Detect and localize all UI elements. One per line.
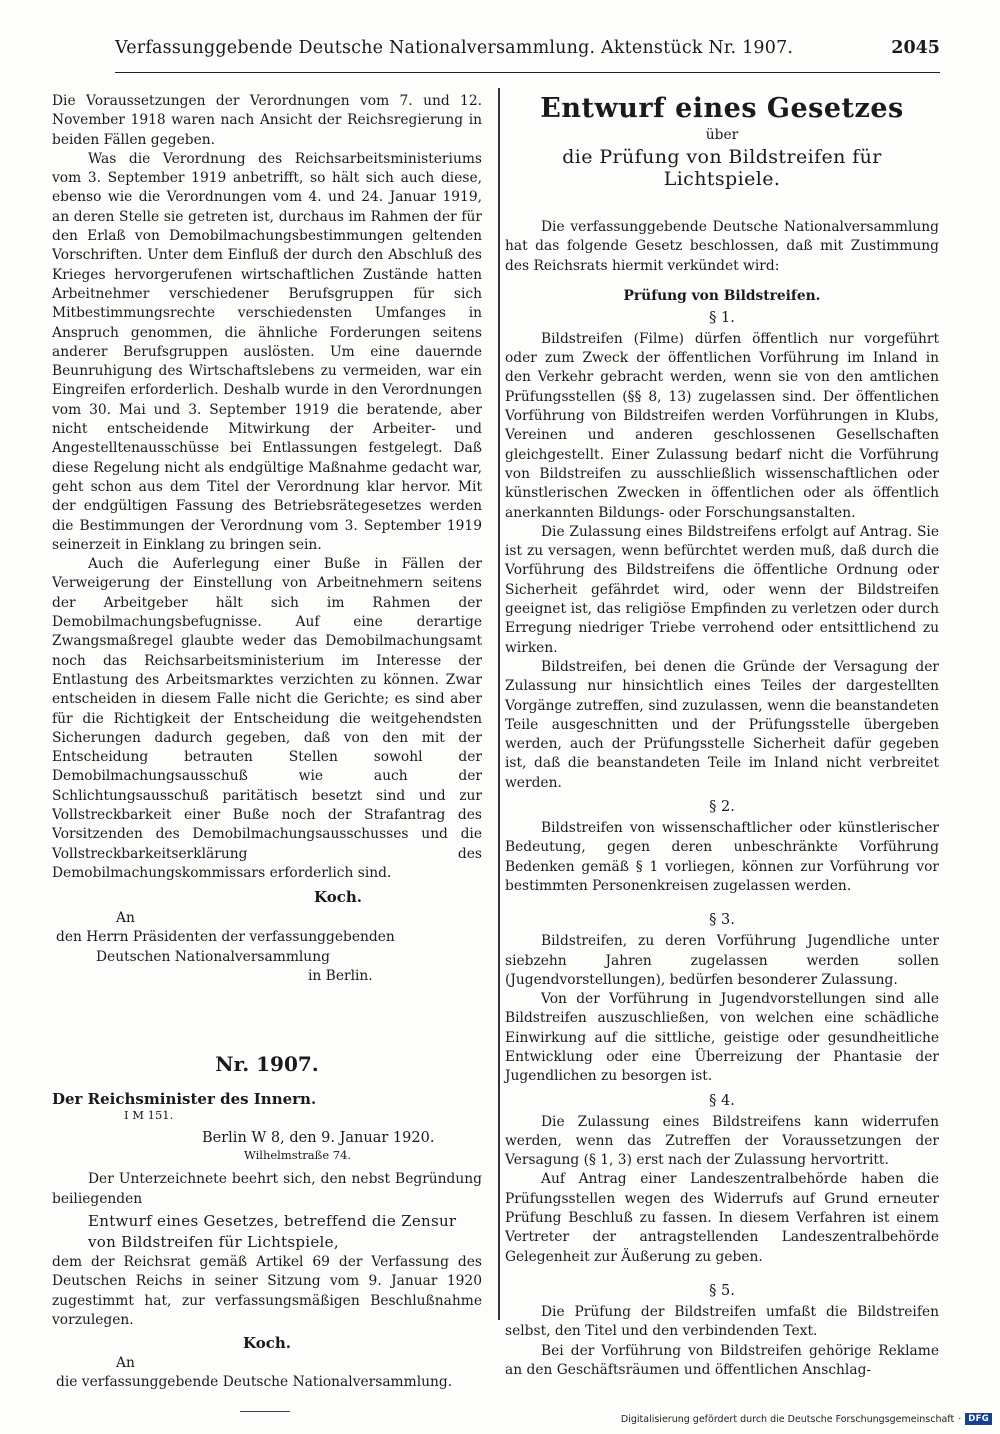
paragraph: Bildstreifen, zu deren Vorführung Jugendliche unter siebzehn Jahren zugelassen werden sollen (Jugendvorstellungen), bedürfen besonderer Zulassung. bbox=[505, 933, 939, 988]
intro-text: Der Unterzeichnete beehrt sich, den nebst Begründung beiliegenden bbox=[52, 1171, 482, 1207]
paragraph-label: § 5. bbox=[709, 1282, 735, 1299]
page-number: 2045 bbox=[891, 38, 940, 58]
footer-text: Digitalisierung gefördert durch die Deutsche Forschungsgemeinschaft bbox=[620, 1413, 955, 1425]
paragraph: Auch die Auferlegung einer Buße in Fällen der Verweigerung der Einstellung von Arbeitnehmern seitens der Arbeitgeber hält sich im Rahmen der Demobilmachungsbefugnisse. Auf eine derartige Zwangsmaßregel glaubte weder das Demobilmachungsamt noch das Reichsarbeitsministerium im Interesse der Entlastung des Arbeitsmarktes verzichten zu können. Zwar entscheiden in diesem Falle nicht die Gerichte; es sind aber für die Richtigkeit der Entscheidung die weitgehendsten Sicherungen dadurch gegeben, daß von den mit der Entscheidung betrauten Stellen sowohl der Demobilmachungsausschuß wie auch der Schlichtungsausschuß paritätisch besetzt sind und zur Vollstreckbarkeit einer Buße noch der Strafantrag des Vorsitzenden des Demobilmachungsausschusses und die Vollstreckbarkeitserklärung des Demobilmachungskommissars erforderlich sind. bbox=[52, 556, 482, 881]
draft-reference: Entwurf eines Gesetzes, betreffend die Zensur von Bildstreifen für Lichtspiele, bbox=[88, 1211, 457, 1251]
address-line: An bbox=[116, 910, 135, 927]
paragraph: Die Zulassung eines Bildstreifens kann widerrufen werden, wenn das Zutreffen der Voraussetzungen der Versagung (§ 1, 3) erst nach der Zulassung hervortritt. bbox=[505, 1113, 939, 1169]
preamble: Die verfassunggebende Deutsche Nationalversammlung hat das folgende Gesetz beschlossen, daß mit Zustimmung des Reichsrats hiermit verkündet wird: bbox=[505, 219, 939, 274]
address-line: Deutschen Nationalversammlung bbox=[96, 948, 330, 965]
address-line: An bbox=[116, 1355, 135, 1372]
paragraph: Bildstreifen (Filme) dürfen öffentlich nur vorgeführt oder zum Zweck der öffentlichen Vorführung im Inland in den Verkehr gebracht werden, wenn sie von den amtlichen Prüfungsstellen (§§ 8, 13) zugelassen sind. Der öffentlichen Vorführung von Bildstreifen werden Vorführungen in Klubs, Vereinen und anderen geschlossenen Gesellschaften gleichgestellt. Einer Zulassung bedarf nicht die Vorführung von Bildstreifen zu ausschließlich wissenschaftlichen oder künstlerischen Zwecken in öffentlichen oder als öffentlich anerkannten Bildungs- oder Forschungsanstalten. bbox=[505, 330, 939, 521]
paragraph: Von der Vorführung in Jugendvorstellungen sind alle Bildstreifen auszuschließen, von welchen eine schädliche Einwirkung auf die sittliche, geistige oder gesundheitliche Entwicklung oder eine Überreizung der Phantasie der Jugendlichen zu besorgen ist. bbox=[505, 991, 939, 1085]
column-divider bbox=[498, 88, 500, 1320]
section-heading: Prüfung von Bildstreifen. bbox=[623, 287, 821, 304]
paragraph: Was die Verordnung des Reichsarbeitsministeriums vom 3. September 1919 anbetrifft, so hält sich auch diese, ebenso wie die Verordnungen vom 4. und 24. Januar 1919, an deren Stelle sie getreten ist, durchaus im Rahmen der für den Erlaß von Demobilmachungsbestimmungen geltenden Vorschriften. Unter dem Einfluß der durch den Abschluß des Krieges hervorgerufenen wirtschaftlichen Zustände hatten Arbeitnehmer verschiedener Berufsgruppen für sich Mitbestimmungsrechte verschiedensten Umfanges in Anspruch genommen, die ähnliche Forderungen seitens anderer Berufsgruppen auslösten. Um eine dauernde Beunruhigung des Wirtschaftslebens zu vermeiden, war ein Eingreifen erforderlich. Deshalb wurde in den Verordnungen vom 30. Mai und 3. September 1919 die beratende, aber nicht entscheidende Mitwirkung der Arbeiter- und Angestelltenausschüsse bei Entlassungen festgelegt. Daß diese Regelung nicht als endgültige Maßnahme gedacht war, geht schon aus dem Titel der Verordnung klar hervor. Mit der endgültigen Fassung des Betriebsrätegesetzes werden die Bestimmungen der Verordnung vom 3. September 1919 seinerzeit in Einklang zu bringen sein. bbox=[52, 150, 482, 553]
paragraph: Auf Antrag einer Landeszentralbehörde haben die Prüfungsstellen wegen des Widerrufs auf Grund erneuter Prüfung Beschluß zu fassen. In diesem Verfahren ist einem Vertreter der antragstellenden Landeszentralbehörde Gelegenheit zur Äußerung zu geben. bbox=[505, 1171, 939, 1265]
digitization-footer bbox=[621, 1413, 992, 1425]
draft-title: Entwurf eines Gesetzes bbox=[540, 93, 904, 124]
paragraph: Die Prüfung der Bildstreifen umfaßt die Bildstreifen selbst, den Titel und den verbindenden Text. bbox=[505, 1303, 939, 1340]
address-line: die verfassunggebende Deutsche Nationalversammlung. bbox=[56, 1374, 453, 1391]
dfg-logo: DFG bbox=[965, 1413, 992, 1425]
minister-heading: Der Reichsminister des Innern. bbox=[52, 1090, 317, 1109]
draft-subtitle: die Prüfung von Bildstreifen für Lichtspiele. bbox=[562, 146, 882, 190]
street-address: Wilhelmstraße 74. bbox=[244, 1148, 352, 1163]
paragraph: Bildstreifen, bei denen die Gründe der Versagung der Zulassung nur hinsichtlich eines Teiles der dargestellten Vorgänge zutreffen, sind zuzulassen, wenn die beanstandeten Teile ausgeschnitten und der Prüfungsstelle übergeben werden, auch der Prüfungsstelle Sicherheit dafür gegeben ist, daß die beanstandeten Teile im Inland nicht verbreitet werden. bbox=[505, 658, 939, 791]
paragraph: Bei der Vorführung von Bildstreifen gehörige Reklame an den Geschäftsräumen und öffentlichen Anschlag- bbox=[505, 1342, 939, 1378]
paragraph-label: § 1. bbox=[709, 309, 735, 326]
end-rule bbox=[240, 1411, 290, 1412]
page-header bbox=[115, 38, 940, 73]
separator-dot: · bbox=[958, 1413, 962, 1425]
place-date: Berlin W 8, den 9. Januar 1920. bbox=[202, 1130, 435, 1147]
draft-title-ueber: über bbox=[705, 127, 739, 143]
signature: Koch. bbox=[314, 888, 362, 907]
document-number: Nr. 1907. bbox=[215, 1052, 319, 1077]
left-column bbox=[52, 92, 482, 1412]
signature: Koch. bbox=[243, 1334, 291, 1353]
paragraph: Bildstreifen von wissenschaftlicher oder künstlerischer Bedeutung, gegen deren unbeschränkte Vorführung Bedenken gemäß § 1 vorliegen, können zur Vorführung vor bestimmten Personenkreisen zugelassen werden. bbox=[505, 820, 939, 894]
right-column bbox=[505, 92, 939, 1380]
paragraph-label: § 4. bbox=[709, 1092, 735, 1109]
closing-text: dem der Reichsrat gemäß Artikel 69 der Verfassung des Deutschen Reichs in seiner Sitzung vom 9. Januar 1920 zugestimmt hat, zur verfassungsmäßigen Beschlußnahme vorzulegen. bbox=[52, 1253, 482, 1328]
address-line: den Herrn Präsidenten der verfassunggebenden bbox=[56, 929, 395, 946]
paragraph: Die Zulassung eines Bildstreifens erfolgt auf Antrag. Sie ist zu versagen, wenn befürchtet werden muß, daß durch die Vorführung des Bildstreifens die öffentliche Ordnung oder Sicherheit gefährdet wird, oder wenn der Bildstreifen geeignet ist, das religiöse Empfinden zu verletzen oder durch Erregung niedriger Triebe verrohend oder entsittlichend zu wirken. bbox=[505, 523, 939, 656]
reference-number: I M 151. bbox=[124, 1108, 174, 1123]
running-title: Verfassunggebende Deutsche Nationalversammlung. Aktenstück Nr. 1907. bbox=[115, 38, 794, 58]
paragraph-label: § 3. bbox=[709, 912, 735, 929]
paragraph-label: § 2. bbox=[709, 799, 735, 816]
paragraph: Die Voraussetzungen der Verordnungen vom 7. und 12. November 1918 waren nach Ansicht der Reichsregierung in beiden Fällen gegeben. bbox=[52, 93, 482, 148]
address-line: in Berlin. bbox=[308, 968, 373, 985]
